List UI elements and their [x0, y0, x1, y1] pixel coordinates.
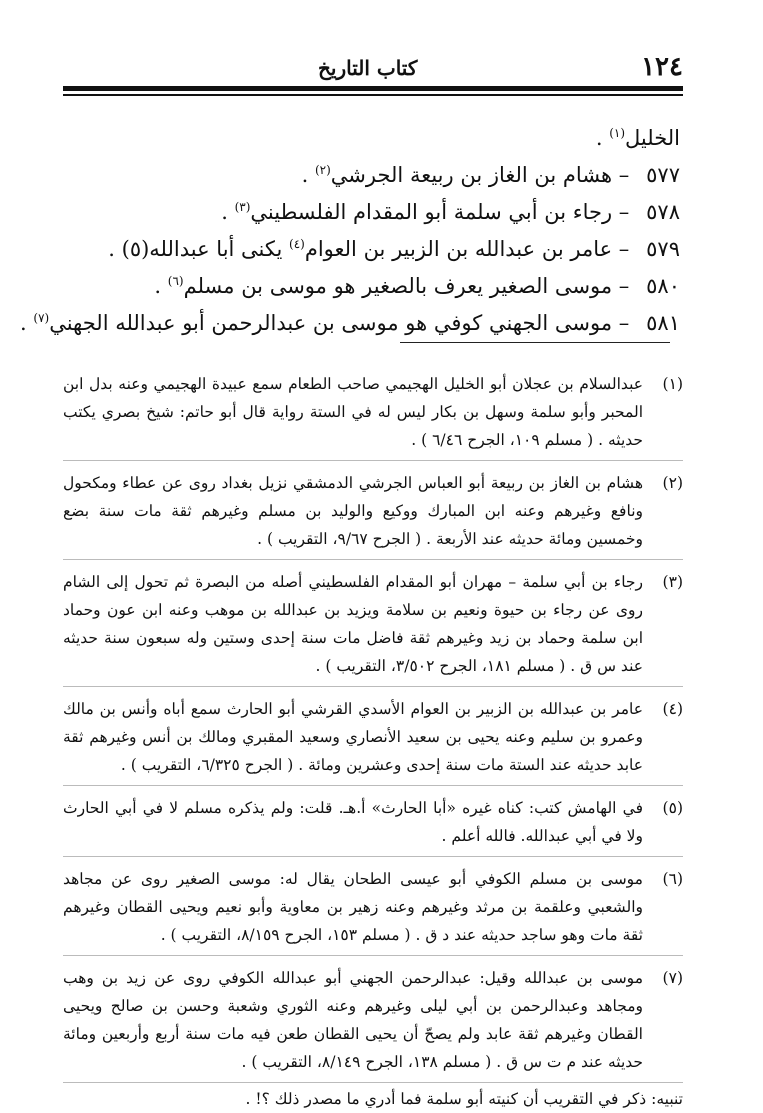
- header-rule-thick: [63, 86, 683, 91]
- footnote-text: موسى بن عبدالله وقيل: عبدالرحمن الجهني أبو عبدالله الكوفي روى عن زيد بن وهب ومجاهد وعبدالرحمن بن أبي ليلى وغيرهم وعنه الثوري وشعبة وحسن بن صالح ويحيى القطان وغيرهم ثقة عابد ولم يصحّ أن يحيى القطان طعن فيه مات سنة أربع وأربعين ومائة حديثه عند م ت س ق . ( مسلم ١٣٨، الجرح ٨/١٤٩، التقريب ) .: [63, 969, 643, 1071]
- entry-number: ٥٨٠: [646, 274, 680, 298]
- entry-continuation: الخليل$^{(١)}$ .: [595, 126, 680, 150]
- footnote-ref: (٧): [33, 311, 50, 325]
- footnote-number: (٦): [662, 870, 683, 888]
- entry-579: ٥٧٩ – عامر بن عبدالله بن الزبير بن العوام$^{(٤)}$ يكنى أبا عبدالله(٥) .: [80, 226, 680, 263]
- chapter-title: كتاب التاريخ: [318, 56, 418, 80]
- footnote-text: عامر بن عبدالله بن الزبير بن العوام الأسدي القرشي أبو الحارث سمع أباه وأنس بن مالك وعمرو بن سليم وعنه يحيى بن سعيد الأنصاري وسعيد المقبري ومالك بن أنس وغيرهم ثقة عابد حديثه عند الستة مات سنة إحدى وعشرين ومائة . ( الجرح ٦/٣٢٥، التقريب ) .: [63, 700, 643, 774]
- note-tanbih: تنبيه: ذكر في التقريب أن كنيته أبو سلمة فما أدري ما مصدر ذلك ؟! .: [245, 1090, 683, 1108]
- footnote-ref: (١): [609, 126, 626, 140]
- footnote-ref: (٢): [314, 163, 331, 177]
- footnote-7: [63, 964, 683, 1083]
- entry-number: ٥٧٩: [646, 237, 680, 261]
- footnote-text: رجاء بن أبي سلمة – مهران أبو المقدام الفلسطيني أصله من البصرة ثم تحول إلى الشام روى عن رجاء بن حيوة ونعيم بن سلامة ويزيد بن عبدالله بن موهب وعنه ابن عون وحماد ابن سلمة وحماد بن زيد وغيرهم ثقة فاضل مات سنة إحدى وستين وله سبعون سنة حديثه عند س ق . ( مسلم ١٨١، الجرح ٣/٥٠٢، التقريب ) .: [63, 573, 643, 675]
- footnote-6: [63, 865, 683, 956]
- footnote-ref: (٦): [167, 274, 184, 288]
- footnote-ref: (٤): [289, 237, 305, 251]
- entry-number: ٥٧٨: [646, 200, 680, 224]
- footnote-5: [63, 794, 683, 857]
- footnote-number: (٢): [662, 474, 683, 492]
- footnote-3: [63, 568, 683, 687]
- footnote-number: (٤): [662, 700, 683, 718]
- footnote-number: (٧): [662, 969, 683, 987]
- entry-577: ٥٧٧ – هشام بن الغاز بن ربيعة الجرشي$^{(٢)}$ .: [80, 152, 680, 189]
- footnote-2: [63, 469, 683, 560]
- footnote-text: موسى بن مسلم الكوفي أبو عيسى الطحان يقال له: موسى الصغير روى عن مجاهد والشعبي وعلقمة بن مرثد وغيرهم وعنه زهير بن معاوية وأبو نعيم ويحيى القطان وغيرهم ثقة مات وهو ساجد حديثه عند د ق . ( مسلم ١٥٣، الجرح ٨/١٥٩، التقريب ) .: [63, 870, 643, 944]
- entries-list: [20, 115, 680, 337]
- footnotes: [63, 370, 683, 1113]
- page-header: [63, 48, 683, 90]
- footnote-4: [63, 695, 683, 786]
- entry-578: ٥٧٨ – رجاء بن أبي سلمة أبو المقدام الفلسطيني$^{(٣)}$ .: [80, 189, 680, 226]
- footnote-1: [63, 370, 683, 461]
- footnote-number: (٣): [662, 573, 683, 591]
- entry-580: ٥٨٠ – موسى الصغير يعرف بالصغير هو موسى بن مسلم$^{(٦)}$ .: [80, 263, 680, 300]
- entry-581: ٥٨١ – موسى الجهني كوفي هو موسى بن عبدالرحمن أبو عبدالله الجهني$^{(٧)}$ .: [80, 300, 680, 337]
- footnote-text: عبدالسلام بن عجلان أبو الخليل الهجيمي صاحب الطعام سمع عبيدة الهجيمي وعنه بدل ابن المحبر وأبو سلمة وسهل بن بكار ليس له في الستة رواية قال أبو حاتم: شيخ بصري يكتب حديثه . ( مسلم ١٠٩، الجرح ٦/٤٦ ) .: [63, 375, 643, 449]
- header-rule-thin: [63, 94, 683, 96]
- footnote-ref: (٣): [234, 200, 251, 214]
- footnote-divider: [400, 342, 670, 343]
- footnote-number: (١): [662, 375, 683, 393]
- entry-number: ٥٨١: [646, 311, 680, 335]
- entry-number: ٥٧٧: [646, 163, 680, 187]
- page-number: ١٢٤: [641, 52, 683, 82]
- footnote-number: (٥): [662, 799, 683, 817]
- footnote-text: هشام بن الغاز بن ربيعة أبو العباس الجرشي الدمشقي نزيل بغداد روى عن عطاء ومكحول ونافع وغيرهم وعنه ابن المبارك ووكيع والوليد بن مسلم وغيرهم ثقة مات سنة بضع وخمسين ومائة حديثه عند الأربعة . ( الجرح ٩/٦٧، التقريب ) .: [63, 474, 643, 548]
- footnote-text: في الهامش كتب: كناه غيره «أبا الحارث» أ.هـ. قلت: ولم يذكره مسلم لا في أبي الحارث ولا في أبي عبدالله. فالله أعلم .: [63, 799, 643, 845]
